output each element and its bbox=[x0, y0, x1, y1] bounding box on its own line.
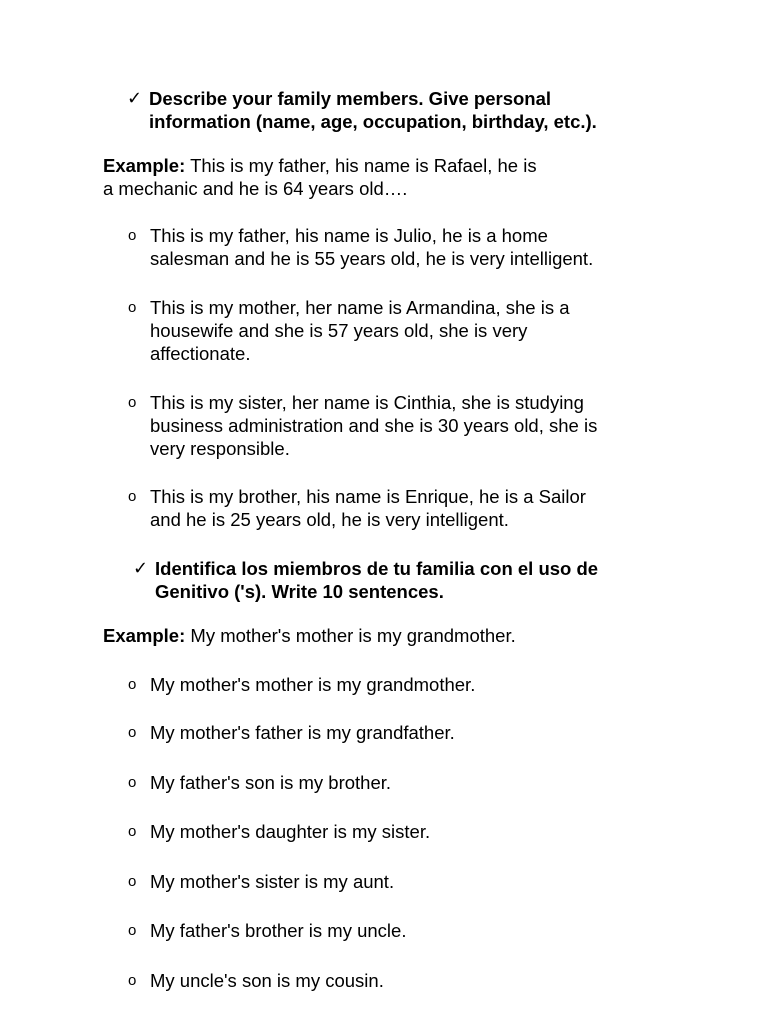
checkmark-icon: ✓ bbox=[127, 88, 143, 108]
list-item-text: This is my mother, her name is Armandina, she is a housewife and she is 57 years old, she is very affectionate. bbox=[150, 297, 570, 364]
bullet-icon: o bbox=[128, 299, 137, 316]
list-item-text: My father's brother is my uncle. bbox=[150, 920, 407, 941]
example-1-text: This is my father, his name is Rafael, he is a mechanic and he is 64 years old…. bbox=[103, 155, 537, 199]
list-item-text: This is my brother, his name is Enrique, he is a Sailor and he is 25 years old, he is very intelligent. bbox=[150, 486, 586, 530]
task-2-text: Identifica los miembros de tu familia con el uso de Genitivo ('s). Write 10 sentences. bbox=[155, 558, 599, 602]
list-item bbox=[127, 969, 384, 993]
list-item bbox=[127, 919, 406, 943]
list-item bbox=[127, 771, 391, 795]
bullet-icon: o bbox=[128, 676, 137, 693]
bullet-icon: o bbox=[128, 227, 137, 244]
bullet-icon: o bbox=[128, 488, 137, 505]
bullet-icon: o bbox=[128, 774, 137, 791]
example-2-text: My mother's mother is my grandmother. bbox=[185, 625, 516, 646]
list-item-text: My mother's sister is my aunt. bbox=[150, 871, 395, 892]
list-item-text: My mother's daughter is my sister. bbox=[150, 821, 431, 842]
list-item bbox=[127, 820, 430, 844]
example-2 bbox=[103, 624, 516, 647]
task-1 bbox=[127, 87, 597, 133]
list-item bbox=[127, 485, 586, 531]
bullet-icon: o bbox=[128, 922, 137, 939]
task-1-text: Describe your family members. Give personal information (name, age, occupation, birthday, etc.). bbox=[149, 88, 597, 132]
list-item bbox=[127, 721, 455, 745]
list-item bbox=[127, 224, 593, 270]
list-item-text: This is my father, his name is Julio, he is a home salesman and he is 55 years old, he is very intelligent. bbox=[150, 225, 594, 269]
bullet-icon: o bbox=[128, 873, 137, 890]
example-1-label: Example: bbox=[103, 155, 186, 176]
checkmark-icon: ✓ bbox=[133, 558, 149, 578]
bullet-icon: o bbox=[128, 972, 137, 989]
list-item bbox=[127, 391, 597, 460]
list-item-text: My mother's father is my grandfather. bbox=[150, 722, 455, 743]
bullet-icon: o bbox=[128, 823, 137, 840]
list-item-text: This is my sister, her name is Cinthia, she is studying business administration and she is 30 years old, she is very responsible. bbox=[150, 392, 598, 459]
list-item-text: My mother's mother is my grandmother. bbox=[150, 674, 476, 695]
list-item bbox=[127, 870, 394, 894]
task-2 bbox=[133, 557, 598, 603]
list-item bbox=[127, 673, 475, 697]
bullet-icon: o bbox=[128, 724, 137, 741]
example-1 bbox=[103, 154, 537, 200]
bullet-icon: o bbox=[128, 394, 137, 411]
example-2-label: Example: bbox=[103, 625, 186, 646]
list-item-text: My father's son is my brother. bbox=[150, 772, 392, 793]
list-item bbox=[127, 296, 570, 365]
list-item-text: My uncle's son is my cousin. bbox=[150, 970, 384, 991]
